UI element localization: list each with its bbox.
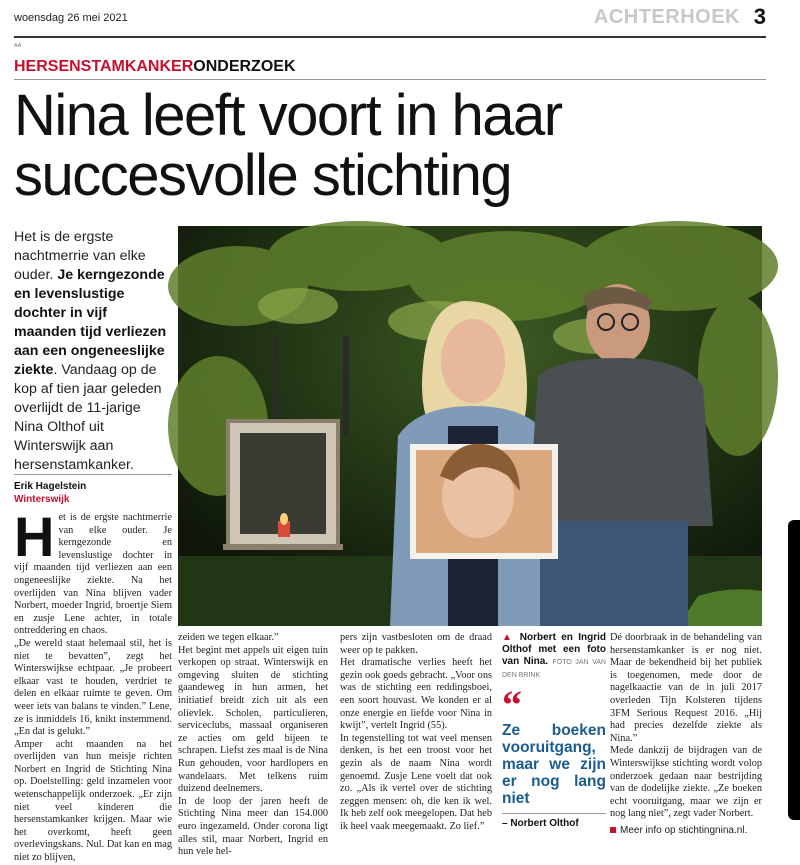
kicker-topic: HERSENSTAMKANKER — [14, 58, 194, 75]
headline-line-2: succesvolle stichting — [14, 143, 512, 208]
photo-caption — [502, 632, 606, 682]
photo-credit: FOTO JAN VAN DEN BRINK — [502, 659, 606, 679]
author: Erik Hagelstein — [14, 481, 87, 492]
headline — [14, 83, 774, 208]
quote-mark-icon: “ — [502, 682, 522, 727]
article-column-5 — [610, 632, 762, 838]
article-column-1 — [14, 505, 172, 865]
square-bullet-icon — [610, 827, 616, 833]
quote-rule — [502, 813, 606, 814]
intro-rest: . Vandaag op de kop af tien jaar geleden overlijdt de 11-jarige Nina Olthof uit Winterswijk aan hersenstamkanker. — [14, 362, 162, 473]
byline-rule — [14, 474, 172, 475]
section-title: ACHTERHOEK — [593, 6, 740, 28]
paragraph: pers zijn vastbesloten om de draad weer op te pakken. — [340, 632, 492, 656]
edition-marker: ᴬᴬ — [14, 42, 22, 51]
header-rule — [14, 36, 766, 38]
caption-quote-column — [502, 632, 606, 831]
drop-cap: H — [14, 505, 55, 568]
quote-attribution: – Norbert Olthof — [502, 818, 579, 829]
paragraph: Het begint met appels uit eigen tuin verkopen op straat. Winterswijk en omgeving sluiten de stichting gaandeweg in hun armen, het initiatief breidt zich uit als een olievlek. Scholen, particulieren, serviceclubs, massaal organiseren ze acties om geld bijeen te schrapen. Liefst zes maal is de Nina Run gehouden, voor hardlopers en wandelaars. Met telkens ruim duizend deelnemers. — [178, 644, 328, 795]
dateline-place: Winterswijk — [14, 494, 70, 505]
kicker-label: ONDERZOEK — [193, 58, 296, 75]
pull-quote: Ze boeken vooruitgang, maar we zijn er nog lang niet — [502, 722, 606, 807]
more-info — [610, 825, 762, 838]
headline-line-1: Nina leeft voort in haar — [14, 83, 562, 148]
page-number: 3 — [753, 4, 766, 29]
paragraph: Dé doorbraak in de behandeling van hersenstamkanker is er nog niet. Maar de bekendheid bij het publiek is toegenomen, mede door de nagelkaactie van de in juli 2017 overleden Tijn Kolsteren tijdens 3FM Serious Request 2016. „Hij had precies dezelfde ziekte als Nina.” — [610, 632, 762, 744]
paragraph: In tegenstelling tot wat veel mensen denken, is het een troost voor het gezin als de naam Nina wordt genoemd. Zusje Lene voelt dat ook zo. „Als ik vertel over de stichting zeggen mensen: oh, die ken ik wel. Ik heb zelf ook meegelopen. Dat heb ik heel vaak meegemaakt. Zo lief.” — [340, 732, 492, 832]
paragraph: Het dramatische verlies heeft het gezin ook goeds gebracht. „Voor ons was de stichting een reddingsboei, een soort houvast. We konden er al onze energie en liefde voor Nina in kwijt”, vertelt Ingrid (55). — [340, 657, 492, 732]
article-column-2 — [178, 632, 328, 859]
intro-bold: Je kerngezonde en levenslustige dochter in vijf maanden tijd verliezen aan een ongeneeslijke ziekte — [14, 267, 167, 378]
main-photo — [178, 226, 762, 626]
paragraph: zeiden we tegen elkaar.” — [178, 632, 279, 643]
paragraph: In de loop der jaren heeft de Stichting Nina meer dan 154.000 euro ingezameld. Onder corona ligt alles stil, maar Norbert, Ingrid en hun vele hel- — [178, 795, 328, 858]
intro — [14, 228, 172, 475]
caption-marker: ▲ — [502, 632, 515, 643]
article-column-3 — [340, 632, 492, 834]
paragraph: et is de ergste nachtmerrie van elke ouder. Je kerngezonde en levenslustige dochter in vijf maanden tijd verliezen aan een ongeneeslijke ziekte. Na het overlijden van Nina blijven vader Norbert, moeder Ingrid, broertje Siem en zusje Lene achter, in totale ontreddering en chaos. — [14, 512, 172, 637]
held-photo — [410, 444, 558, 559]
paragraph: Mede dankzij de bijdragen van de Winterswijkse stichting wordt volop onderzoek gedaan naar bestrijding van de dodelijke ziekte. „Ze boeken echt vooruitgang, maar we zijn er nog lang niet”, zegt vader Norbert. — [610, 745, 762, 820]
paragraph: „De wereld staat helemaal stil, het is niet te bevatten”, zegt het Winterswijkse echtpaar. „Je probeert elkaar vast te houden, verdriet te delen en elkaar ruimte te geven. Om weer iets van balans te vinden.” Lene, ze is inmiddels 16, knikt instemmend. „En dat is gelukt.” — [14, 637, 172, 738]
more-info-link[interactable]: Meer info op stichtingnina.nl. — [620, 824, 748, 836]
lantern-illustration — [223, 421, 343, 550]
kicker — [14, 58, 296, 76]
kicker-rule — [14, 79, 766, 80]
dateline: woensdag 26 mei 2021 — [14, 12, 128, 24]
side-edge-tab — [788, 520, 800, 820]
caption-text: Norbert en Ingrid Olthof met een foto van Nina. — [502, 632, 606, 667]
intro-lead: Het is de ergste nachtmerrie van elke ouder. — [14, 229, 146, 283]
photo-illustration — [178, 226, 762, 626]
paragraph: Amper acht maanden na het overlijden van hun meisje richten Norbert en Ingrid de Stichting Nina op. Doelstelling: geld inzamelen voor wetenschappelijk onderzoek. „Er zijn niet veel kinderen die hersenstamkanker krijgen. Maar wie het overkomt, heeft geen overlevingskans. Nul. Dat kan en mag niet zo blijven, — [14, 738, 172, 864]
